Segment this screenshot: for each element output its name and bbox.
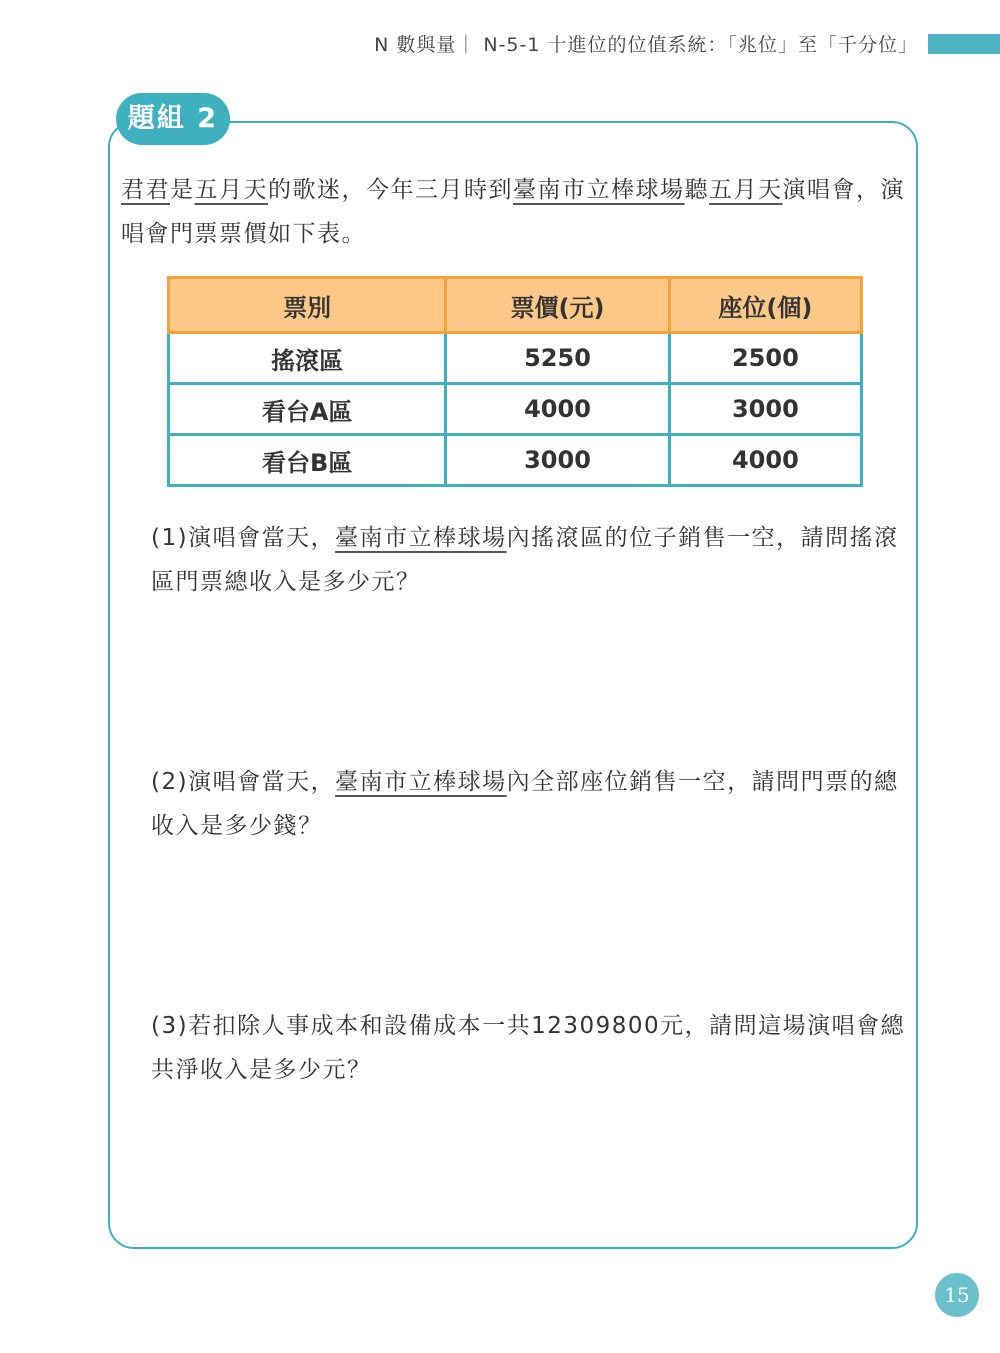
question-1 [151,516,911,604]
table-header-row [169,278,862,333]
header-title: N 數與量｜ N-5-1 十進位的位值系統：「兆位」至「千分位」 [374,34,918,56]
table-cell: 5250 [446,333,670,384]
table-header-cell: 座位(個) [669,278,861,333]
table-cell: 2500 [669,333,861,384]
table-row [169,333,862,384]
intro-text: 聽 [684,177,709,203]
question-text: 內搖滾區的位子銷售一空，請問搖滾區門票總收入是多少元？ [151,525,899,595]
intro-text: 是 [170,177,195,203]
intro-band: 五月天 [709,177,783,203]
intro-paragraph [121,168,921,256]
question-2 [151,760,911,848]
table-cell: 看台A區 [169,384,446,435]
table-cell: 4000 [446,384,670,435]
intro-text: 演唱會，演唱會門票票價如下表。 [121,177,905,247]
intro-venue: 臺南市立棒球場 [513,177,685,203]
table-header-cell: 票價(元) [446,278,670,333]
question-text: (2)演唱會當天， [151,769,336,795]
ticket-price-table [167,276,863,487]
table-cell: 看台B區 [169,435,446,486]
question-text: (1)演唱會當天， [151,525,336,551]
question-venue: 臺南市立棒球場 [335,525,507,551]
header-accent-bar [928,34,1000,54]
table-header-cell: 票別 [169,278,446,333]
question-venue: 臺南市立棒球場 [335,769,507,795]
table-cell: 3000 [446,435,670,486]
page-number: 15 [935,1273,979,1317]
table-row [169,435,862,486]
question-text: (3)若扣除人事成本和設備成本一共12309800元，請問這場演唱會總共淨收入是多少元？ [151,1013,906,1083]
table-cell: 搖滾區 [169,333,446,384]
table-row [169,384,862,435]
table-cell: 3000 [669,384,861,435]
question-3 [151,1004,911,1092]
intro-text: 的歌迷，今年三月時到 [268,177,513,203]
table-cell: 4000 [669,435,861,486]
intro-band: 五月天 [194,177,268,203]
question-text: 內全部座位銷售一空，請問門票的總收入是多少錢？ [151,769,899,839]
group-badge: 題組 2 [116,93,230,145]
intro-name: 君君 [121,177,170,203]
